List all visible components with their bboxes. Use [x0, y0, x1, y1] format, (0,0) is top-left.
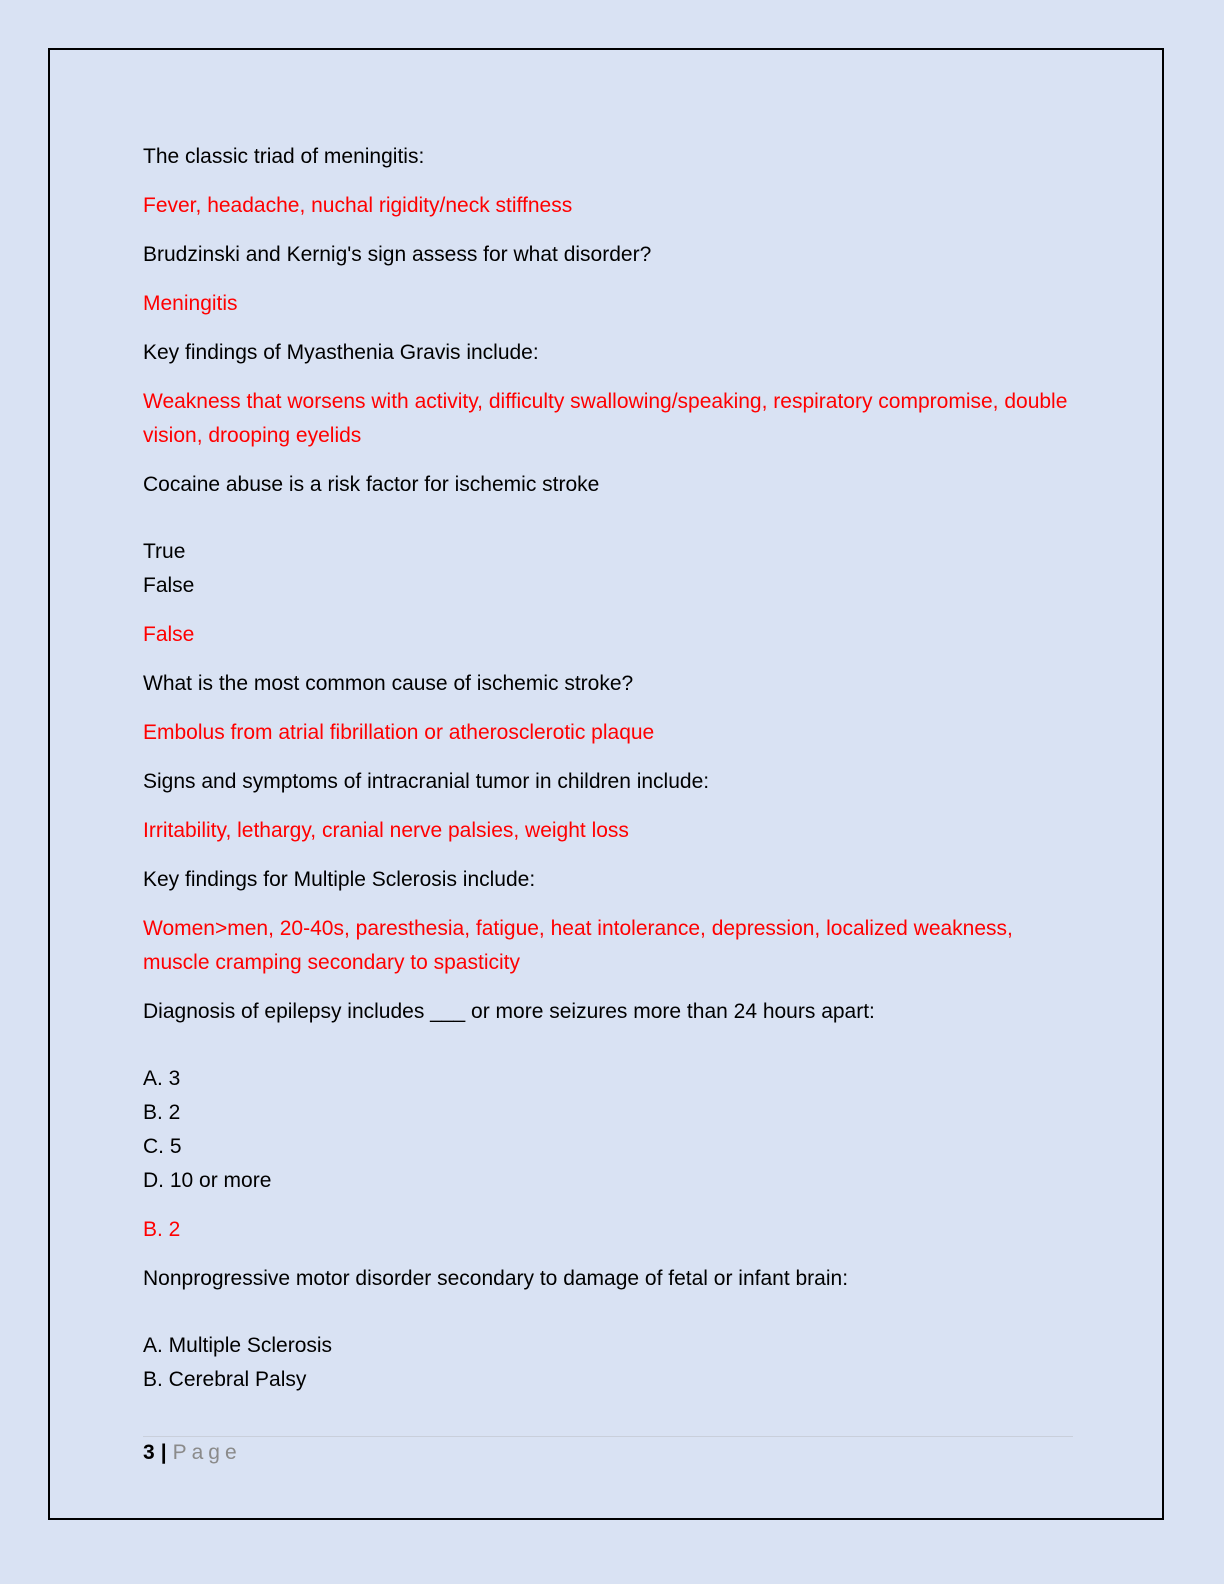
question-text: Key findings for Multiple Sclerosis include:: [143, 868, 536, 891]
question-text: Cocaine abuse is a risk factor for ischemic stroke: [143, 473, 600, 496]
question-text: Key findings of Myasthenia Gravis include:: [143, 341, 539, 364]
options-list: [143, 535, 1083, 603]
footer-separator: |: [160, 1441, 167, 1464]
options-list: [143, 1062, 1083, 1198]
answer-text: Women>men, 20-40s, paresthesia, fatigue, heat intolerance, depression, localized weakness, muscle cramping secondary to spasticity: [143, 917, 1013, 974]
option-item: True: [143, 540, 186, 563]
question-text: Nonprogressive motor disorder secondary to damage of fetal or infant brain:: [143, 1267, 849, 1290]
answer-text: False: [143, 623, 195, 646]
option-item: C. 5: [143, 1135, 182, 1158]
document-content: [143, 140, 1083, 1412]
question-text: What is the most common cause of ischemic stroke?: [143, 672, 634, 695]
page-label: Page: [172, 1441, 242, 1464]
option-item: A. 3: [143, 1067, 181, 1090]
page-number: 3: [143, 1441, 155, 1464]
answer-text: Meningitis: [143, 292, 238, 315]
question-text: Signs and symptoms of intracranial tumor in children include:: [143, 770, 710, 793]
answer-text: Irritability, lethargy, cranial nerve palsies, weight loss: [143, 819, 629, 842]
option-item: D. 10 or more: [143, 1169, 272, 1192]
option-item: B. 2: [143, 1101, 181, 1124]
question-text: The classic triad of meningitis:: [143, 145, 425, 168]
answer-text: Embolus from atrial fibrillation or atherosclerotic plaque: [143, 721, 655, 744]
question-text: Diagnosis of epilepsy includes ___ or more seizures more than 24 hours apart:: [143, 1000, 875, 1023]
answer-text: B. 2: [143, 1218, 181, 1241]
question-text: Brudzinski and Kernig's sign assess for what disorder?: [143, 243, 652, 266]
answer-text: Fever, headache, nuchal rigidity/neck stiffness: [143, 194, 573, 217]
page-footer: [143, 1436, 1073, 1465]
option-item: B. Cerebral Palsy: [143, 1368, 307, 1391]
option-item: A. Multiple Sclerosis: [143, 1334, 333, 1357]
options-list: [143, 1329, 1083, 1397]
answer-text: Weakness that worsens with activity, difficulty swallowing/speaking, respiratory compromise, double vision, drooping eyelids: [143, 390, 1068, 447]
option-item: False: [143, 574, 195, 597]
